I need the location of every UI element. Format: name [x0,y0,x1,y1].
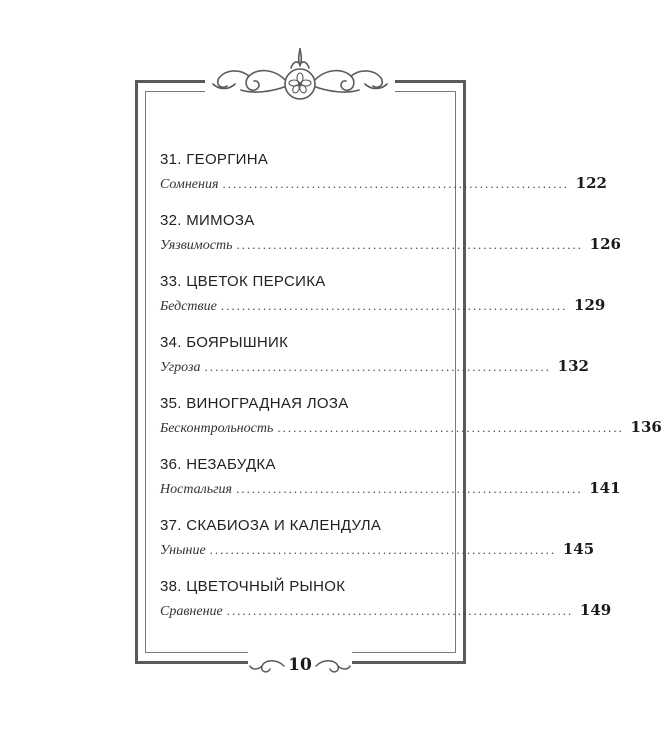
page-number: 10 [288,655,312,675]
top-flourish-ornament [205,46,395,104]
chapter-line [160,294,606,318]
chapter-line [160,172,607,196]
chapter-line [160,477,621,501]
toc-entry[interactable] [160,516,595,577]
chapter-page-number: 145 [562,540,595,558]
toc-entry[interactable] [160,394,662,455]
chapter-line [160,355,589,379]
toc-entry[interactable] [160,211,621,272]
chapter-title: 33. ЦВЕТОК ПЕРСИКА [160,273,326,290]
chapter-line [160,538,595,562]
chapter-subtitle: Сравнение [160,604,223,619]
chapter-page-number: 149 [579,601,612,619]
chapter-title: 35. ВИНОГРАДНАЯ ЛОЗА [160,395,349,412]
chapter-title: 34. БОЯРЫШНИК [160,334,289,351]
dot-leader: .................................................................. [236,481,583,496]
chapter-title: 38. ЦВЕТОЧНЫЙ РЫНОК [160,578,346,595]
toc-entry[interactable] [160,333,589,394]
chapter-subtitle: Сомнения [160,177,219,192]
chapter-page-number: 141 [589,479,621,497]
chapter-page-number: 136 [630,418,662,436]
chapter-title: 37. СКАБИОЗА И КАЛЕНДУЛА [160,517,382,534]
toc-entry[interactable] [160,577,612,638]
chapter-subtitle: Бесконтрольность [160,421,274,436]
bottom-flourish-ornament [248,648,352,684]
chapter-title: 36. НЕЗАБУДКА [160,456,276,473]
chapter-page-number: 129 [574,296,606,314]
chapter-subtitle: Угроза [160,360,201,375]
dot-leader: .................................................................. [222,176,569,191]
chapter-title: 32. МИМОЗА [160,212,255,229]
chapter-title: 31. ГЕОРГИНА [160,151,269,168]
dot-leader: .................................................................. [204,359,551,374]
chapter-page-number: 132 [557,357,589,375]
dot-leader: .................................................................. [209,542,557,557]
chapter-subtitle: Уныние [160,543,206,558]
chapter-line [160,416,662,440]
dot-leader: .................................................................. [236,237,583,252]
toc-entry[interactable] [160,150,607,211]
flower-ornament-icon [205,46,395,104]
toc-entry[interactable] [160,455,621,516]
chapter-line [160,233,621,257]
chapter-subtitle: Бедствие [160,299,217,314]
table-of-contents [160,150,662,638]
dot-leader: .................................................................. [226,603,574,618]
dot-leader: .................................................................. [220,298,568,313]
toc-entry[interactable] [160,272,606,333]
dot-leader: .................................................................. [277,420,624,435]
chapter-page-number: 122 [575,174,607,192]
chapter-page-number: 126 [589,235,621,253]
chapter-line [160,599,612,623]
chapter-subtitle: Уязвимость [160,238,233,253]
chapter-subtitle: Ностальгия [160,482,233,497]
